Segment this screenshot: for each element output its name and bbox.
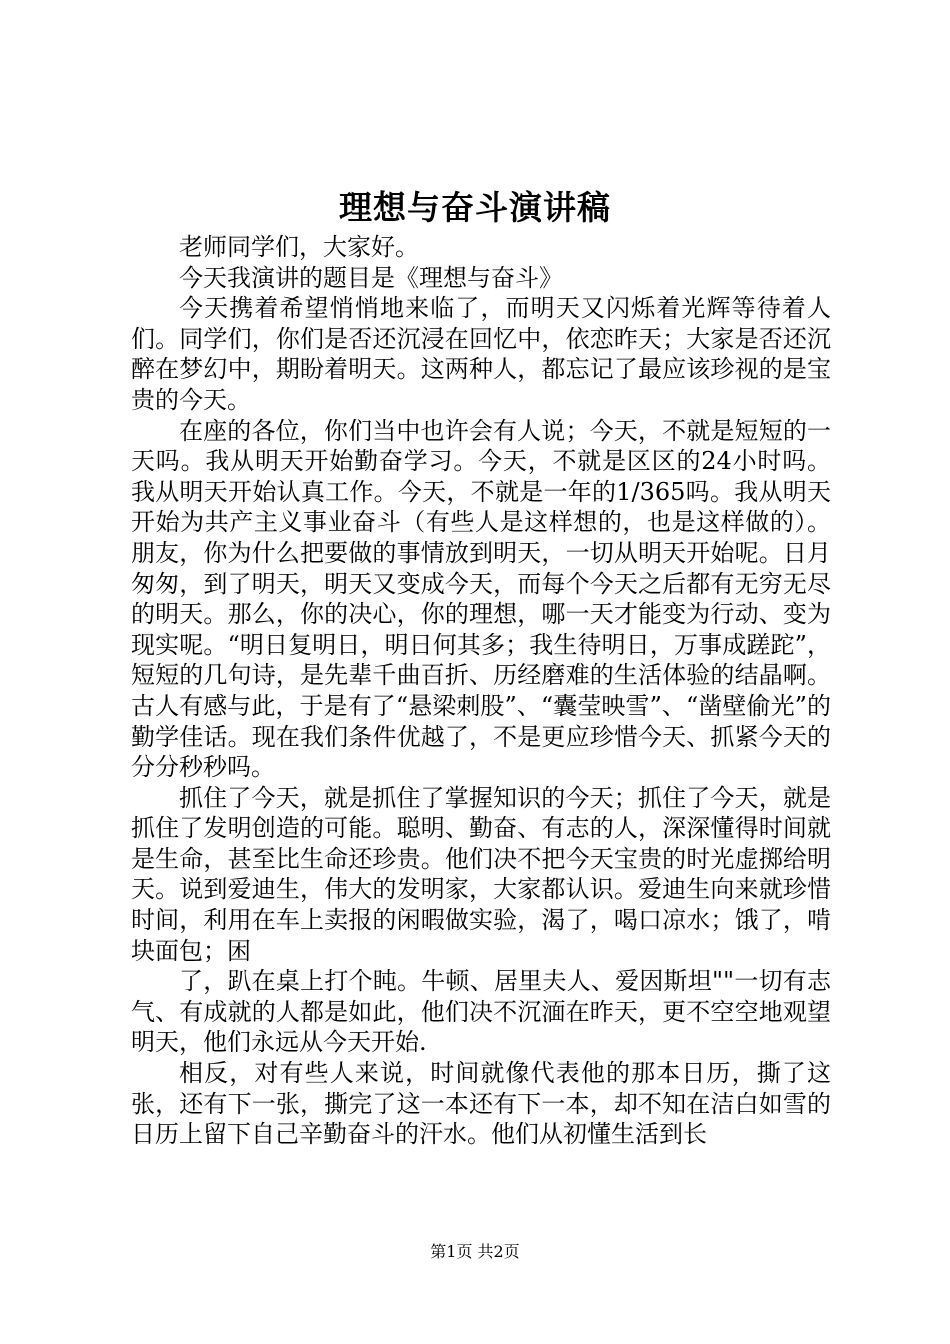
document-title: 理想与奋斗演讲稿 (339, 188, 611, 227)
page-number: 第1页 共2页 (430, 1242, 520, 1261)
paragraph-today: 今天携着希望悄悄地来临了，而明天又闪烁着光辉等待着人们。同学们，你们是否还沉浸在回忆中，依恋昨天；大家是否还沉醉在梦幻中，期盼着明天。这两种人，都忘记了最应该珍视的是宝贵的今天。 (131, 294, 831, 414)
paragraph-tomorrow: 在座的各位，你们当中也许会有人说；今天，不就是短短的一天吗。我从明天开始勤奋学习。今天，不就是区区的24小时吗。我从明天开始认真工作。今天，不就是一年的1/365吗。我从明天开始为共产主义事业奋斗（有些人是这样想的，也是这样做的）。朋友，你为什么把要做的事情放到明天，一切从明天开始呢。日月匆匆，到了明天，明天又变成今天，而每个今天之后都有无穷无尽的明天。那么，你的决心，你的理想，哪一天才能变为行动、变为现实呢。“明日复明日，明日何其多；我生待明日，万事成蹉跎”，短短的几句诗，是先辈千曲百折、历经磨难的生活体验的结晶啊。古人有感与此，于是有了“悬梁刺股”、“囊莹映雪”、“凿壁偷光”的勤学佳话。现在我们条件优越了，不是更应珍惜今天、抓紧今天的分分秒秒吗。 (131, 416, 831, 782)
paragraph-seize-today: 抓住了今天，就是抓住了掌握知识的今天；抓住了今天，就是抓住了发明创造的可能。聪明、勤奋、有志的人，深深懂得时间就是生命，甚至比生命还珍贵。他们决不把今天宝贵的时光虚掷给明天。说到爱迪生，伟大的发明家，大家都认识。爱迪生向来就珍惜时间，利用在车上卖报的闲暇做实验，渴了，喝口凉水；饿了，啃块面包；困 (131, 783, 831, 965)
paragraph-greeting: 老师同学们，大家好。 (179, 233, 419, 261)
paragraph-contrast: 相反，对有些人来说，时间就像代表他的那本日历，撕了这张，还有下一张，撕完了这一本还有下一本，却不知在洁白如雪的日历上留下自己辛勤奋斗的汗水。他们从初懂生活到长 (131, 1059, 831, 1149)
document-body (131, 232, 831, 1150)
paragraph-achievers: 了，趴在桌上打个盹。牛顿、居里夫人、爱因斯坦""一切有志气、有成就的人都是如此，他们决不沉湎在昨天，更不空空地观望明天，他们永远从今天开始. (131, 967, 831, 1057)
paragraph-topic: 今天我演讲的题目是《理想与奋斗》 (179, 263, 563, 292)
